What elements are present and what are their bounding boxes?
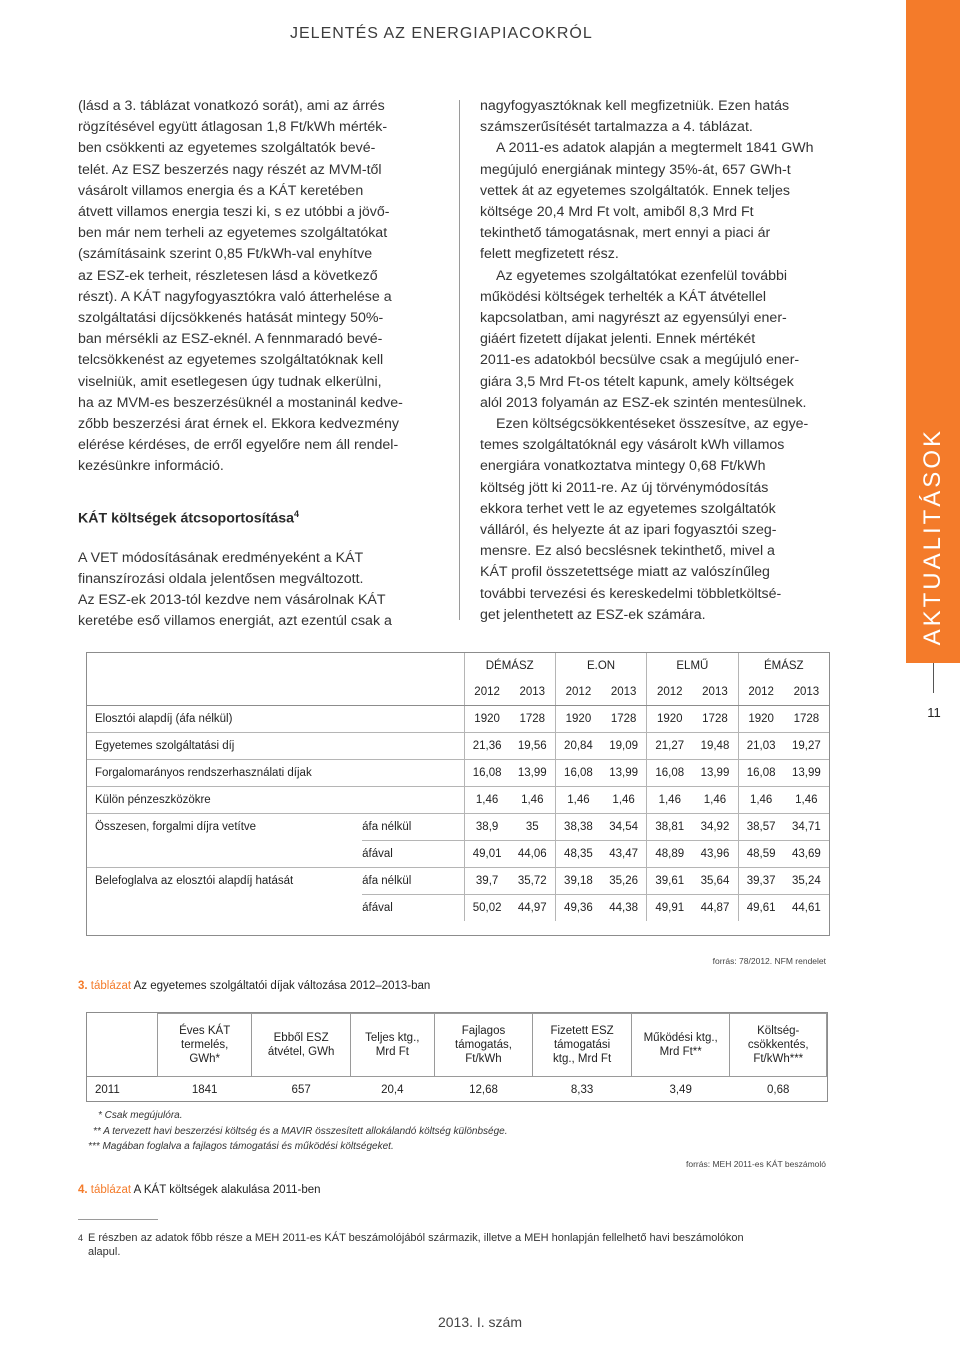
table-cell: 44,61 [791,902,821,914]
row-label: 2011 [87,1077,158,1104]
table-cell: 39,37 [738,868,784,895]
table-cell: 38,38 [555,814,601,841]
year-header: 2012 [738,679,784,706]
table-cell: 1920 [738,706,784,733]
table-cell: 1,46 [601,787,647,814]
row-label: Külön pénzeszközökre [87,787,362,814]
table-cell: 13,99 [784,760,829,787]
row-sublabel: áfával [362,841,464,868]
right-paragraph-2: A 2011-es adatok alapján a megtermelt 1841 GWh megújuló energiának mintegy 35%-át, 657 GWh-t vettek át az egyetemes szolgáltatók. Ennek teljes költsége 20,4 Mrd Ft volt, amiből 8,3 Mrd Ft tekinthető támogatásnak, mert ennyi a piaci ár felett megfizetett rész. [480,140,814,263]
table-row [87,1077,827,1104]
note: * Csak megújulóra. [98,1110,183,1121]
table-4 [86,1012,828,1102]
row-label: Forgalomarányos rendszerhasználati díjak [87,760,362,787]
issue-footer: 2013. I. szám [437,1314,523,1330]
footnote-mark: 4 [78,1233,84,1243]
column-header: Éves KÁT termelés, GWh* [158,1014,252,1077]
table-cell: 43,69 [784,841,829,868]
right-paragraph-3: Az egyetemes szolgáltatókat ezenfelül további működési költségek terhelték a KÁT átvétellel kapcsolatban, ami nagyrészt az egyensúlyi ener- giáért fizetett díjakat jelenti. Ennek mértékét 2011-es adatokból becsülve csak a megújuló ener- giára 3,5 Mrd Ft-os tételt kapunk, amely költségek alól 2013 folyamán az ESZ-ek szintén mentesülnek. [480,267,807,411]
row-label: Belefoglalva az elosztói alapdíj hatását [95,875,294,888]
table-cell: 39,18 [555,868,601,895]
table-cell: 1,46 [647,787,693,814]
note: *** Magában foglalva a fajlagos támogatási és működési költségeket. [88,1141,394,1152]
company-header: E.ON [555,653,646,679]
row-sublabel [362,760,464,787]
row-label [87,895,362,922]
table-row [87,706,829,733]
table-4-caption: 4. táblázat A KÁT költségek alakulása 2011-ben [78,1184,321,1196]
table-cell: 34,71 [784,814,829,841]
table-cell: 35,64 [692,868,738,895]
table-cell: 1,46 [692,787,738,814]
table-cell: 43,96 [692,841,738,868]
table-cell: 1,46 [555,787,601,814]
year-header: 2012 [464,679,510,706]
table-cell: 16,08 [647,760,693,787]
table-cell: 1728 [784,706,829,733]
page-number-rule [933,663,934,693]
row-sublabel [362,733,464,760]
table-cell: 43,47 [601,841,647,868]
table-cell: 13,99 [510,760,556,787]
table-cell: 21,36 [464,733,510,760]
table-cell: 13,99 [601,760,647,787]
right-paragraph-1: nagyfogyasztóknak kell megfizetniük. Ezen hatás számszerűsítését tartalmazza a 4. táblázat. [480,98,790,136]
table-cell: 44,87 [700,902,730,914]
table-cell: 34,92 [692,814,738,841]
column-header: Fizetett ESZ támogatási ktg., Mrd Ft [533,1014,632,1077]
table-cell: 39,7 [464,868,510,895]
footnote-rule [78,1219,158,1220]
table-cell: 21,27 [647,733,693,760]
table-cell: 19,09 [601,733,647,760]
year-header: 2013 [510,679,556,706]
table-row [87,841,829,868]
table-3 [86,652,830,936]
table-3-company-header [87,653,829,679]
table-cell: 1920 [647,706,693,733]
table-cell: 3,49 [631,1077,730,1104]
table-cell: 19,48 [692,733,738,760]
left-column [78,96,438,632]
row-label: Elosztói alapdíj (áfa nélkül) [87,706,362,733]
table-cell: 35,26 [601,868,647,895]
table-cell: 0,68 [730,1077,827,1104]
table-3-source: forrás: 78/2012. NFM rendelet [712,956,826,966]
table-cell: 38,81 [647,814,693,841]
table-cell: 16,08 [555,760,601,787]
table-cell: 1920 [555,706,601,733]
row-sublabel: áfa nélkül [362,814,464,841]
column-header: Működési ktg., Mrd Ft** [631,1014,730,1077]
row-label: Összesen, forgalmi díjra vetítve [95,821,257,834]
table-cell: 44,38 [609,902,638,914]
table-cell: 49,01 [464,841,510,868]
running-header: JELENTÉS AZ ENERGIAPIACOKRÓL [290,25,593,42]
table-cell: 35 [510,814,556,841]
row-label: Egyetemes szolgáltatási díj [87,733,362,760]
column-header: Ebből ESZ átvétel, GWh [252,1014,351,1077]
row-sublabel: áfával [362,902,393,914]
table-row [87,868,829,895]
table-cell: 44,06 [510,841,556,868]
table-cell: 21,03 [738,733,784,760]
table-cell: 1,46 [510,787,556,814]
year-header: 2013 [692,679,738,706]
table-cell: 44,97 [517,902,547,914]
table-cell: 50,02 [464,895,510,922]
table-cell: 8,33 [533,1077,632,1104]
table-cell: 38,9 [464,814,510,841]
year-header: 2013 [784,679,829,706]
table-cell: 1728 [601,706,647,733]
table-cell: 34,54 [601,814,647,841]
footnote-text: E részben az adatok főbb része a MEH 2011-es KÁT beszámolójából származik, illetve a MEH honlapján fellelhető havi beszámolókon alapul. [88,1232,744,1258]
row-sublabel [362,787,464,814]
table-cell: 12,68 [434,1077,533,1104]
table-row [87,787,829,814]
footnote [78,1231,838,1259]
section-tab-label: AKTUALITÁSOK [919,427,946,645]
row-label [87,841,362,868]
table-cell: 49,36 [555,895,601,922]
table-row [87,814,829,841]
table-row [87,895,829,922]
right-paragraph-4: Ezen költségcsökkentéseket összesítve, az egye- temes szolgáltatóknál egy vásárolt kWh villamos energiára vonatkoztatva mintegy 0,68 Ft/kWh költség jött ki 2011-re. Az új törvénymódosítás ekkora terhet vett le az egyetemes szolgáltatók válláról, és helyezte át az ipari fogyasztói szeg- mensre. Ez alsó becslésnek tekinthető, mivel a KÁT profil összetettsége miatt az valószínűleg további tervezési és kereskedelmi többletköltsé- get jelenthetett az ESZ-ek számára. [480,416,809,623]
table-cell: 20,4 [350,1077,434,1104]
column-divider [459,100,460,620]
table-cell: 1920 [464,706,510,733]
table-cell: 49,91 [647,895,693,922]
table-cell: 657 [252,1077,351,1104]
right-column [480,96,850,626]
table-cell: 19,27 [784,733,829,760]
table-row [87,760,829,787]
company-header: DÉMÁSZ [464,653,555,679]
table-cell: 1728 [510,706,556,733]
table-4-source: forrás: MEH 2011-es KÁT beszámoló [686,1159,826,1169]
table-cell: 1,46 [738,787,784,814]
table-cell: 35,24 [784,868,829,895]
table-cell: 20,84 [555,733,601,760]
note: ** A tervezett havi beszerzési költség és a MAVIR összesített allokálandó költség különbsége. [93,1125,508,1137]
table-row [87,733,829,760]
table-cell: 38,57 [738,814,784,841]
table-cell: 39,61 [647,868,693,895]
table-4-notes [88,1108,507,1155]
table-cell: 19,56 [510,733,556,760]
company-header: ELMŰ [647,653,738,679]
column-header: Teljes ktg., Mrd Ft [350,1014,434,1077]
table-cell: 1,46 [784,787,829,814]
table-cell: 1,46 [464,787,510,814]
table-cell: 48,59 [738,841,784,868]
table-3-year-header [87,679,829,706]
company-header: ÉMÁSZ [738,653,829,679]
column-header: Költség- csökkentés, Ft/kWh*** [730,1014,827,1077]
row-sublabel [362,706,464,733]
section-heading: KÁT költségek átcsoportosítása$^4$ [78,508,300,527]
table-cell: 1841 [158,1077,252,1104]
table-cell: 13,99 [692,760,738,787]
year-header: 2013 [601,679,647,706]
table-cell: 35,72 [510,868,556,895]
table-cell: 48,89 [647,841,693,868]
table-cell: 1728 [692,706,738,733]
table-3-caption: 3. táblázat Az egyetemes szolgáltatói díjak változása 2012–2013-ban [78,980,431,992]
row-sublabel: áfa nélkül [362,868,464,895]
page-number: 11 [927,705,941,720]
left-paragraph-1: (lásd a 3. táblázat vonatkozó sorát), ami az árrés rögzítésével együtt átlagosan 1,8 Ft/kWh mérték- ben csökkenti az egyetemes szolgáltatók bevé- telét. Az ESZ beszerzés nagy részét az MVM-től vásárolt villamos energia és a KÁT keretében átvett villamos energia teszi ki, s ez utóbbi a jövő- ben már nem terheli az egyetemes szolgáltatókat (számításaink szerint 0,85 Ft/kWh-val enyhítve az ESZ-ek terheit, részletesen lásd a következő részt). A KÁT nagyfogyasztókra való átterhelése a szolgáltatási díjcsökkenés hatását mintegy 50%- ban mérsékli az ESZ-eknél. A fennmaradó bevé- telcsökkenést az egyetemes szolgáltatóknak kell viselniük, amit esetlegesen úgy tudnak elkerülni, ha az MVM-es beszerzésüknél a mostaninál kedve- zőbb beszerzési árat érnek el. Ekkora kedvezmény elérése kérdéses, de erről egyelőre nem áll rendel- kezésünkre információ. [78,98,403,475]
year-header: 2012 [647,679,693,706]
section-tab [906,0,960,663]
table-cell: 16,08 [464,760,510,787]
table-4-header [87,1014,827,1077]
left-paragraph-2: A VET módosításának eredményeként a KÁT finanszírozási oldala jelentősen megváltozott. Az ESZ-ek 2013-tól kezdve nem vásárolnak KÁT keretébe eső villamos energiát, azt ezentúl csak a [78,549,392,630]
table-cell: 48,35 [555,841,601,868]
year-header: 2012 [555,679,601,706]
table-cell: 16,08 [738,760,784,787]
column-header: Fajlagos támogatás, Ft/kWh [434,1014,533,1077]
table-cell: 49,61 [738,895,784,922]
